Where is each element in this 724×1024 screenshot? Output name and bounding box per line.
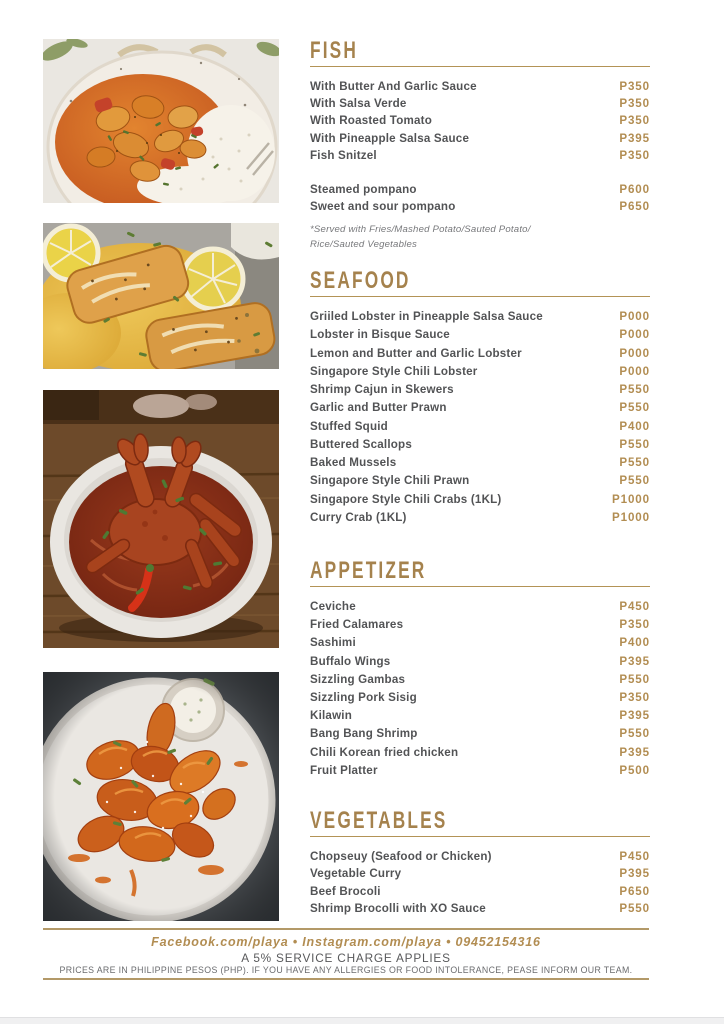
item-name: Bang Bang Shrimp <box>310 727 418 741</box>
item-name: Sashimi <box>310 636 356 650</box>
item-name: With Pineapple Salsa Sauce <box>310 131 470 145</box>
footer-rule-bottom <box>43 978 649 980</box>
item-name: Beef Brocoli <box>310 884 381 898</box>
item-price: P550 <box>619 401 650 415</box>
menu-item-row <box>310 438 650 456</box>
menu-item-row <box>310 902 650 919</box>
item-price: P600 <box>619 182 650 196</box>
item-price: P550 <box>619 901 650 915</box>
item-price: P000 <box>619 310 650 323</box>
menu-item-row <box>310 746 650 764</box>
item-name: Shrimp Cajun in Skewers <box>310 383 454 396</box>
section-title: APPETIZER <box>310 556 427 584</box>
section-items <box>310 850 650 919</box>
section-vegetables <box>310 808 650 919</box>
section-items <box>310 600 650 782</box>
section-rule <box>310 66 650 67</box>
menu-item-row <box>310 511 650 529</box>
item-name: Chili Korean fried chicken <box>310 745 459 759</box>
item-price: P550 <box>619 383 650 396</box>
item-price: P450 <box>619 600 650 613</box>
footer-disclaimer: PRICES ARE IN PHILIPPINE PESOS (PHP). IF YOU HAVE ANY ALLERGIES OR FOOD INTOLERANCE, PEASE INFORM OUR TEAM. <box>59 964 633 975</box>
item-name: Singapore Style Chili Prawn <box>310 474 470 488</box>
item-name: Lemon and Butter and Garlic Lobster <box>310 346 522 360</box>
item-price: P350 <box>619 114 650 128</box>
menu-item-row <box>310 80 650 97</box>
section-title: VEGETABLES <box>310 806 448 834</box>
item-price: P400 <box>619 419 650 433</box>
photo-pan-seared-fish <box>43 223 279 369</box>
item-name: With Roasted Tomato <box>310 114 432 128</box>
item-name: Griiled Lobster in Pineapple Salsa Sauce <box>310 310 543 323</box>
menu-item-row <box>310 149 650 166</box>
item-price: P550 <box>619 437 650 451</box>
item-price: P000 <box>619 364 650 378</box>
menu-item-row <box>310 636 650 654</box>
menu-item-row <box>310 383 650 401</box>
menu-item-row <box>310 328 650 346</box>
menu-item-row <box>310 764 650 782</box>
pan-seared-fish-image <box>43 223 279 369</box>
section-title: SEAFOOD <box>310 266 411 294</box>
item-name: Chopseuy (Seafood or Chicken) <box>310 850 492 863</box>
item-name: Singapore Style Chili Crabs (1KL) <box>310 492 502 506</box>
menu-item-row <box>310 420 650 438</box>
item-price: P395 <box>619 654 650 668</box>
item-name: Baked Mussels <box>310 456 397 469</box>
item-price: P550 <box>619 474 650 488</box>
item-name: Fried Calamares <box>310 618 404 632</box>
item-name: Sweet and sour pompano <box>310 200 456 214</box>
menu-item-row <box>310 867 650 884</box>
menu-item-row <box>310 347 650 365</box>
item-price: P450 <box>619 850 650 863</box>
menu-item-row <box>310 310 650 328</box>
menu-item-row <box>310 885 650 902</box>
menu-item-row <box>310 655 650 673</box>
menu-item-row <box>310 200 650 217</box>
section-seafood <box>310 268 650 529</box>
serving-note: *Served with Fries/Mashed Potato/Sauted Potato/ Rice/Sauted Vegetables <box>310 224 531 251</box>
item-price: P650 <box>619 884 650 898</box>
item-price: P350 <box>619 690 650 704</box>
item-name: Fruit Platter <box>310 763 378 777</box>
item-price: P550 <box>619 672 650 686</box>
page-bottom-edge <box>0 1017 724 1024</box>
section-fish <box>310 38 650 252</box>
section-rule <box>310 586 650 587</box>
item-price: P1000 <box>611 510 650 524</box>
item-price: P395 <box>619 131 650 145</box>
item-price: P395 <box>619 745 650 759</box>
item-price: P395 <box>619 867 650 881</box>
item-price: P350 <box>619 80 650 93</box>
item-name: Vegetable Curry <box>310 867 402 881</box>
photo-buffalo-wings <box>43 672 279 921</box>
item-price: P400 <box>619 636 650 650</box>
menu-item-row <box>310 132 650 149</box>
menu-item-row <box>310 727 650 745</box>
footer-service-charge: A 5% SERVICE CHARGE APPLIES <box>241 950 451 965</box>
item-price: P000 <box>619 328 650 342</box>
menu-column <box>310 0 650 1024</box>
item-name: Lobster in Bisque Sauce <box>310 328 450 342</box>
chili-crab-image <box>43 390 279 648</box>
item-name: Garlic and Butter Prawn <box>310 401 447 415</box>
buffalo-wings-image <box>43 672 279 921</box>
menu-item-row <box>310 114 650 131</box>
item-price: P350 <box>619 148 650 162</box>
menu-item-row <box>310 474 650 492</box>
item-price: P650 <box>619 200 650 214</box>
section-title: FISH <box>310 36 359 64</box>
footer-social-contacts: Facebook.com/playa • Instagram.com/playa • 09452154316 <box>151 935 541 949</box>
menu-item-row <box>310 850 650 867</box>
item-price: P000 <box>619 346 650 360</box>
item-price: P350 <box>619 97 650 111</box>
item-name: Ceviche <box>310 600 356 613</box>
item-price: P1000 <box>611 492 650 506</box>
item-name: Steamed pompano <box>310 182 417 196</box>
item-name: With Butter And Garlic Sauce <box>310 80 477 93</box>
menu-item-row <box>310 493 650 511</box>
item-name: Curry Crab (1KL) <box>310 510 407 524</box>
section-rule <box>310 836 650 837</box>
fish-curry-image <box>43 39 279 203</box>
item-price: P550 <box>619 727 650 741</box>
item-price: P350 <box>619 618 650 632</box>
menu-item-row <box>310 401 650 419</box>
menu-item-row <box>310 673 650 691</box>
section-rule <box>310 296 650 297</box>
footer-rule-top <box>43 928 649 930</box>
menu-item-row <box>310 691 650 709</box>
item-name: Shrimp Brocolli with XO Sauce <box>310 901 486 915</box>
item-name: Singapore Style Chili Lobster <box>310 364 478 378</box>
menu-item-row <box>310 183 650 200</box>
menu-item-row <box>310 365 650 383</box>
item-name: Fish Snitzel <box>310 148 377 162</box>
item-price: P395 <box>619 709 650 723</box>
photo-fish-curry <box>43 39 279 203</box>
item-price: P550 <box>619 456 650 469</box>
item-name: Kilawin <box>310 709 352 723</box>
menu-item-row <box>310 97 650 114</box>
item-name: With Salsa Verde <box>310 97 407 111</box>
photo-chili-crab <box>43 390 279 648</box>
item-name: Sizzling Pork Sisig <box>310 690 417 704</box>
item-price: P500 <box>619 763 650 777</box>
item-name: Sizzling Gambas <box>310 672 406 686</box>
item-name: Stuffed Squid <box>310 419 388 433</box>
menu-item-row <box>310 709 650 727</box>
menu-item-row <box>310 600 650 618</box>
menu-item-row <box>310 456 650 474</box>
item-name: Buttered Scallops <box>310 437 412 451</box>
item-name: Buffalo Wings <box>310 654 391 668</box>
menu-item-row <box>310 618 650 636</box>
section-items <box>310 80 650 252</box>
section-appetizer <box>310 558 650 782</box>
section-items <box>310 310 650 529</box>
